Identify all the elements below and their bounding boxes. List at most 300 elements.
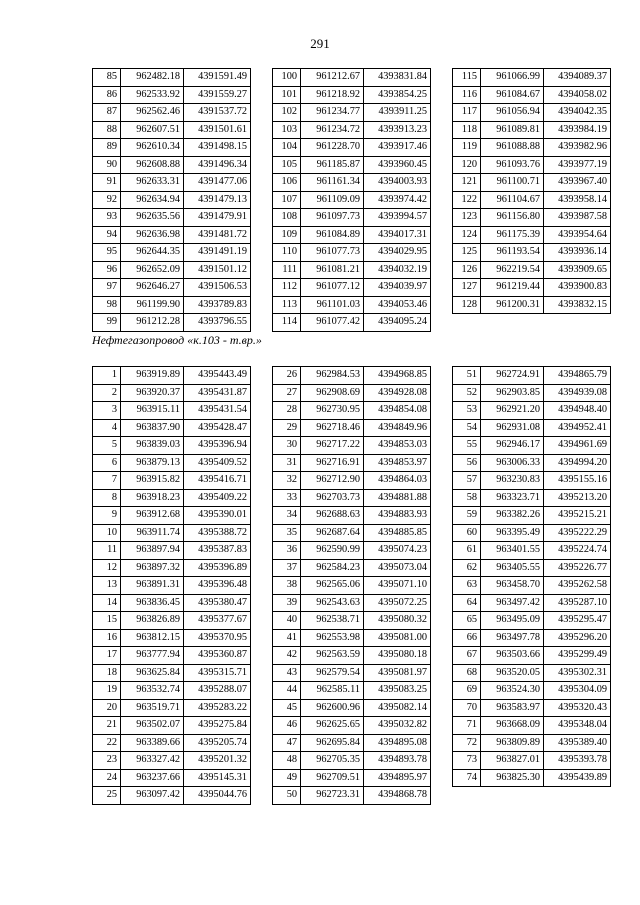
coordinate-x: 963825.30 — [481, 769, 544, 787]
coordinate-x: 963097.42 — [121, 787, 184, 805]
point-number: 25 — [93, 787, 121, 805]
coordinate-y: 4394893.78 — [364, 752, 431, 770]
point-number: 87 — [93, 104, 121, 122]
coordinate-y: 4395393.78 — [544, 752, 611, 770]
table-row — [273, 367, 431, 385]
coordinate-x: 963777.94 — [121, 647, 184, 665]
coordinate-y: 4395409.52 — [184, 454, 251, 472]
point-number: 118 — [453, 121, 481, 139]
point-number: 105 — [273, 156, 301, 174]
coordinate-y: 4395201.32 — [184, 752, 251, 770]
table-row — [453, 437, 611, 455]
coordinate-y: 4395431.87 — [184, 384, 251, 402]
coordinate-y: 4394058.02 — [544, 86, 611, 104]
table-row — [453, 769, 611, 787]
coordinate-x: 962625.65 — [301, 717, 364, 735]
point-number: 108 — [273, 209, 301, 227]
coordinate-y: 4391496.34 — [184, 156, 251, 174]
table-row — [273, 69, 431, 87]
coordinate-x: 962590.99 — [301, 542, 364, 560]
coordinate-x: 961100.71 — [481, 174, 544, 192]
point-number: 126 — [453, 261, 481, 279]
coordinate-x: 963812.15 — [121, 629, 184, 647]
coordinate-x: 963458.70 — [481, 577, 544, 595]
table-row — [453, 454, 611, 472]
coordinate-x: 961056.94 — [481, 104, 544, 122]
point-number: 67 — [453, 647, 481, 665]
point-number: 51 — [453, 367, 481, 385]
point-number: 18 — [93, 664, 121, 682]
coordinate-y: 4394865.79 — [544, 367, 611, 385]
coordinate-x: 962931.08 — [481, 419, 544, 437]
point-number: 20 — [93, 699, 121, 717]
table-row — [273, 664, 431, 682]
coordinate-x: 961219.44 — [481, 279, 544, 297]
point-number: 61 — [453, 542, 481, 560]
coordinate-x: 961089.81 — [481, 121, 544, 139]
point-number: 16 — [93, 629, 121, 647]
coordinate-y: 4391501.12 — [184, 261, 251, 279]
point-number: 57 — [453, 472, 481, 490]
coordinate-x: 962533.92 — [121, 86, 184, 104]
point-number: 36 — [273, 542, 301, 560]
point-number: 14 — [93, 594, 121, 612]
table-row — [453, 419, 611, 437]
coordinate-y: 4395288.07 — [184, 682, 251, 700]
coordinate-table-6 — [452, 366, 611, 787]
coordinate-y: 4393936.14 — [544, 244, 611, 262]
table-row — [273, 769, 431, 787]
coordinate-x: 961156.80 — [481, 209, 544, 227]
coordinate-y: 4393967.40 — [544, 174, 611, 192]
table-row — [273, 139, 431, 157]
point-number: 23 — [93, 752, 121, 770]
coordinate-x: 963879.13 — [121, 454, 184, 472]
coordinate-x: 963897.32 — [121, 559, 184, 577]
point-number: 50 — [273, 787, 301, 805]
table-row — [453, 261, 611, 279]
coordinate-table-5 — [272, 366, 431, 805]
table-row — [273, 209, 431, 227]
coordinate-y: 4395416.71 — [184, 472, 251, 490]
coordinate-x: 963836.45 — [121, 594, 184, 612]
coordinate-x: 962717.22 — [301, 437, 364, 455]
coordinate-y: 4395348.04 — [544, 717, 611, 735]
coordinate-y: 4393987.58 — [544, 209, 611, 227]
coordinate-x: 962709.51 — [301, 769, 364, 787]
coordinate-x: 963497.78 — [481, 629, 544, 647]
coordinate-y: 4395387.83 — [184, 542, 251, 560]
table-row — [453, 682, 611, 700]
point-number: 40 — [273, 612, 301, 630]
table-row — [453, 664, 611, 682]
coordinate-x: 962634.94 — [121, 191, 184, 209]
coordinate-y: 4394939.08 — [544, 384, 611, 402]
point-number: 127 — [453, 279, 481, 297]
coordinate-x: 963668.09 — [481, 717, 544, 735]
table-row — [273, 86, 431, 104]
coordinate-y: 4394017.31 — [364, 226, 431, 244]
point-number: 107 — [273, 191, 301, 209]
coordinate-y: 4394039.97 — [364, 279, 431, 297]
point-number: 11 — [93, 542, 121, 560]
point-number: 114 — [273, 314, 301, 332]
coordinate-y: 4393954.64 — [544, 226, 611, 244]
table-row — [273, 437, 431, 455]
coordinate-x: 962716.91 — [301, 454, 364, 472]
coordinate-y: 4393789.83 — [184, 296, 251, 314]
coordinate-y: 4391477.06 — [184, 174, 251, 192]
point-number: 34 — [273, 507, 301, 525]
coordinate-y: 4393831.84 — [364, 69, 431, 87]
coordinate-x: 963919.89 — [121, 367, 184, 385]
coordinate-x: 961077.12 — [301, 279, 364, 297]
coordinate-x: 961218.92 — [301, 86, 364, 104]
table-row — [93, 664, 251, 682]
coordinate-y: 4395155.16 — [544, 472, 611, 490]
coordinate-x: 961161.34 — [301, 174, 364, 192]
coordinate-y: 4395275.84 — [184, 717, 251, 735]
coordinate-x: 961077.42 — [301, 314, 364, 332]
table-row — [453, 296, 611, 314]
coordinate-x: 962723.31 — [301, 787, 364, 805]
coordinate-x: 961101.03 — [301, 296, 364, 314]
coordinate-x: 962608.88 — [121, 156, 184, 174]
table-row — [453, 156, 611, 174]
coordinate-y: 4394895.08 — [364, 734, 431, 752]
table-row — [93, 734, 251, 752]
coordinate-x: 963405.55 — [481, 559, 544, 577]
coordinate-x: 961084.67 — [481, 86, 544, 104]
table-row — [453, 139, 611, 157]
table-row — [273, 226, 431, 244]
table-row — [93, 139, 251, 157]
coordinate-y: 4391506.53 — [184, 279, 251, 297]
point-number: 88 — [93, 121, 121, 139]
table-row — [273, 454, 431, 472]
coordinate-x: 963524.30 — [481, 682, 544, 700]
table-row — [273, 542, 431, 560]
coordinate-x: 963915.82 — [121, 472, 184, 490]
coordinate-y: 4395081.00 — [364, 629, 431, 647]
coordinate-x: 962718.46 — [301, 419, 364, 437]
coordinate-x: 962635.56 — [121, 209, 184, 227]
point-number: 41 — [273, 629, 301, 647]
point-number: 96 — [93, 261, 121, 279]
coordinate-x: 963625.84 — [121, 664, 184, 682]
coordinate-y: 4395439.89 — [544, 769, 611, 787]
point-number: 94 — [93, 226, 121, 244]
table-row — [453, 559, 611, 577]
coordinate-x: 962646.27 — [121, 279, 184, 297]
coordinate-y: 4395409.22 — [184, 489, 251, 507]
coordinate-x: 963389.66 — [121, 734, 184, 752]
table-row — [93, 86, 251, 104]
table-row — [453, 279, 611, 297]
coordinate-y: 4391498.15 — [184, 139, 251, 157]
coordinate-y: 4393832.15 — [544, 296, 611, 314]
point-number: 74 — [453, 769, 481, 787]
point-number: 52 — [453, 384, 481, 402]
table-row — [273, 121, 431, 139]
coordinate-x: 963837.90 — [121, 419, 184, 437]
point-number: 43 — [273, 664, 301, 682]
table-row — [93, 191, 251, 209]
table-row — [453, 209, 611, 227]
coordinate-x: 962585.11 — [301, 682, 364, 700]
table-row — [453, 507, 611, 525]
table-row — [453, 121, 611, 139]
table-row — [273, 174, 431, 192]
coordinate-y: 4391479.13 — [184, 191, 251, 209]
point-number: 31 — [273, 454, 301, 472]
coordinate-x: 963827.01 — [481, 752, 544, 770]
table-row — [273, 682, 431, 700]
point-number: 21 — [93, 717, 121, 735]
table-row — [453, 647, 611, 665]
table-row — [273, 524, 431, 542]
point-number: 47 — [273, 734, 301, 752]
coordinate-y: 4395080.18 — [364, 647, 431, 665]
coordinate-y: 4394053.46 — [364, 296, 431, 314]
table-row — [273, 296, 431, 314]
table-row — [93, 472, 251, 490]
coordinate-y: 4394994.20 — [544, 454, 611, 472]
table-row — [273, 489, 431, 507]
coordinate-x: 962600.96 — [301, 699, 364, 717]
coordinate-x: 963920.37 — [121, 384, 184, 402]
coordinate-y: 4394849.96 — [364, 419, 431, 437]
coordinate-y: 4395443.49 — [184, 367, 251, 385]
table-row — [273, 156, 431, 174]
coordinate-y: 4393911.25 — [364, 104, 431, 122]
table-row — [453, 367, 611, 385]
point-number: 55 — [453, 437, 481, 455]
point-number: 103 — [273, 121, 301, 139]
coordinate-x: 962584.23 — [301, 559, 364, 577]
table-row — [453, 244, 611, 262]
coordinate-x: 961212.28 — [121, 314, 184, 332]
point-number: 33 — [273, 489, 301, 507]
coordinate-x: 963502.07 — [121, 717, 184, 735]
coordinate-x: 962565.06 — [301, 577, 364, 595]
coordinate-y: 4394961.69 — [544, 437, 611, 455]
section-heading: Нефтегазопровод «к.103 - т.вр.» — [92, 333, 262, 347]
coordinate-y: 4393909.65 — [544, 261, 611, 279]
point-number: 45 — [273, 699, 301, 717]
table-row — [453, 402, 611, 420]
point-number: 63 — [453, 577, 481, 595]
point-number: 12 — [93, 559, 121, 577]
point-number: 28 — [273, 402, 301, 420]
point-number: 26 — [273, 367, 301, 385]
table-row — [93, 261, 251, 279]
coordinate-y: 4391479.91 — [184, 209, 251, 227]
table-row — [93, 454, 251, 472]
coordinate-x: 963237.66 — [121, 769, 184, 787]
point-number: 113 — [273, 296, 301, 314]
coordinate-y: 4395081.97 — [364, 664, 431, 682]
coordinate-x: 961077.73 — [301, 244, 364, 262]
table-row — [273, 279, 431, 297]
coordinate-x: 961084.89 — [301, 226, 364, 244]
coordinate-x: 962730.95 — [301, 402, 364, 420]
table-row — [273, 699, 431, 717]
coordinate-y: 4395320.43 — [544, 699, 611, 717]
table-row — [273, 647, 431, 665]
coordinate-y: 4394003.93 — [364, 174, 431, 192]
table-row — [273, 629, 431, 647]
point-number: 121 — [453, 174, 481, 192]
coordinate-x: 963497.42 — [481, 594, 544, 612]
table-row — [93, 717, 251, 735]
coordinate-y: 4395431.54 — [184, 402, 251, 420]
coordinate-y: 4395082.14 — [364, 699, 431, 717]
coordinate-y: 4395302.31 — [544, 664, 611, 682]
coordinate-x: 961200.31 — [481, 296, 544, 314]
coordinate-x: 963826.89 — [121, 612, 184, 630]
table-row — [93, 402, 251, 420]
coordinate-y: 4395304.09 — [544, 682, 611, 700]
point-number: 15 — [93, 612, 121, 630]
coordinate-y: 4395224.74 — [544, 542, 611, 560]
table-row — [93, 174, 251, 192]
coordinate-x: 963912.68 — [121, 507, 184, 525]
coordinate-x: 961088.88 — [481, 139, 544, 157]
table-row — [93, 437, 251, 455]
coordinate-y: 4395213.20 — [544, 489, 611, 507]
coordinate-y: 4394854.08 — [364, 402, 431, 420]
table-row — [273, 594, 431, 612]
point-number: 128 — [453, 296, 481, 314]
coordinate-y: 4394952.41 — [544, 419, 611, 437]
point-number: 7 — [93, 472, 121, 490]
table-row — [93, 559, 251, 577]
coordinate-x: 962219.54 — [481, 261, 544, 279]
coordinate-y: 4395215.21 — [544, 507, 611, 525]
coordinate-y: 4393958.14 — [544, 191, 611, 209]
coordinate-x: 962712.90 — [301, 472, 364, 490]
coordinate-x: 963915.11 — [121, 402, 184, 420]
coordinate-y: 4395299.49 — [544, 647, 611, 665]
table-row — [93, 542, 251, 560]
table-row — [93, 296, 251, 314]
point-number: 22 — [93, 734, 121, 752]
point-number: 92 — [93, 191, 121, 209]
coordinate-y: 4395360.87 — [184, 647, 251, 665]
coordinate-x: 963809.89 — [481, 734, 544, 752]
coordinate-x: 962644.35 — [121, 244, 184, 262]
coordinate-x: 963891.31 — [121, 577, 184, 595]
coordinate-y: 4394883.93 — [364, 507, 431, 525]
point-number: 104 — [273, 139, 301, 157]
coordinate-x: 962562.46 — [121, 104, 184, 122]
point-number: 99 — [93, 314, 121, 332]
coordinate-x: 961066.99 — [481, 69, 544, 87]
point-number: 54 — [453, 419, 481, 437]
coordinate-y: 4395287.10 — [544, 594, 611, 612]
coordinate-x: 961234.77 — [301, 104, 364, 122]
coordinate-y: 4393913.23 — [364, 121, 431, 139]
coordinate-y: 4393974.42 — [364, 191, 431, 209]
table-row — [453, 86, 611, 104]
point-number: 42 — [273, 647, 301, 665]
point-number: 30 — [273, 437, 301, 455]
coordinate-y: 4394032.19 — [364, 261, 431, 279]
table-row — [453, 629, 611, 647]
point-number: 27 — [273, 384, 301, 402]
coordinate-x: 963382.26 — [481, 507, 544, 525]
coordinate-y: 4395380.47 — [184, 594, 251, 612]
table-row — [93, 769, 251, 787]
table-row — [93, 69, 251, 87]
table-row — [273, 559, 431, 577]
coordinate-y: 4395145.31 — [184, 769, 251, 787]
coordinate-y: 4393960.45 — [364, 156, 431, 174]
coordinate-x: 961175.39 — [481, 226, 544, 244]
coordinate-y: 4394089.37 — [544, 69, 611, 87]
coordinate-y: 4393796.55 — [184, 314, 251, 332]
point-number: 8 — [93, 489, 121, 507]
point-number: 86 — [93, 86, 121, 104]
coordinate-x: 963583.97 — [481, 699, 544, 717]
coordinate-x: 961109.09 — [301, 191, 364, 209]
table-row — [453, 524, 611, 542]
table-row — [453, 699, 611, 717]
point-number: 102 — [273, 104, 301, 122]
point-number: 2 — [93, 384, 121, 402]
table-row — [273, 314, 431, 332]
coordinate-x: 963532.74 — [121, 682, 184, 700]
table-row — [453, 577, 611, 595]
table-row — [453, 104, 611, 122]
coordinate-x: 963327.42 — [121, 752, 184, 770]
coordinate-y: 4395295.47 — [544, 612, 611, 630]
table-row — [453, 226, 611, 244]
point-number: 56 — [453, 454, 481, 472]
table-row — [93, 314, 251, 332]
table-row — [93, 629, 251, 647]
coordinate-x: 962903.85 — [481, 384, 544, 402]
point-number: 64 — [453, 594, 481, 612]
coordinate-x: 961104.67 — [481, 191, 544, 209]
point-number: 72 — [453, 734, 481, 752]
table-row — [93, 209, 251, 227]
point-number: 91 — [93, 174, 121, 192]
table-row — [453, 472, 611, 490]
point-number: 44 — [273, 682, 301, 700]
coordinate-x: 961185.87 — [301, 156, 364, 174]
coordinate-y: 4395074.23 — [364, 542, 431, 560]
coordinate-y: 4393984.19 — [544, 121, 611, 139]
point-number: 95 — [93, 244, 121, 262]
coordinate-x: 962543.63 — [301, 594, 364, 612]
coordinate-y: 4393900.83 — [544, 279, 611, 297]
coordinate-x: 962607.51 — [121, 121, 184, 139]
coordinate-y: 4393994.57 — [364, 209, 431, 227]
coordinate-x: 962695.84 — [301, 734, 364, 752]
point-number: 17 — [93, 647, 121, 665]
table-row — [453, 612, 611, 630]
table-row — [453, 542, 611, 560]
coordinate-y: 4394868.78 — [364, 787, 431, 805]
point-number: 10 — [93, 524, 121, 542]
coordinate-x: 963230.83 — [481, 472, 544, 490]
table-row — [93, 419, 251, 437]
table-row — [453, 717, 611, 735]
point-number: 98 — [93, 296, 121, 314]
point-number: 85 — [93, 69, 121, 87]
